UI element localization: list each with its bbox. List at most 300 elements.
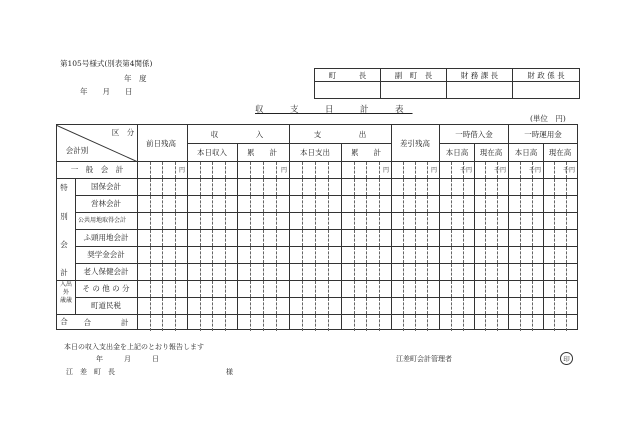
grid-dash [415, 213, 416, 229]
amount-cell-r4-c9[interactable] [543, 229, 577, 246]
grid-dash [554, 264, 555, 280]
form-number: 第105号様式(別表第4関係) [60, 59, 153, 68]
grid-dash [315, 196, 316, 212]
grid-dash [212, 247, 213, 263]
grid-dash [200, 298, 201, 314]
grid-dash [415, 162, 416, 178]
grid-dash [451, 247, 452, 263]
row-label-2: 営林会計 [91, 199, 121, 208]
grid-dash [212, 298, 213, 314]
grid-dash [212, 162, 213, 178]
grid-dash [520, 247, 521, 263]
grid-dash [520, 179, 521, 195]
subheader-invest-today: 本日高 [514, 147, 538, 157]
grid-dash [403, 264, 404, 280]
total-row-top [57, 314, 577, 315]
grid-dash [566, 213, 567, 229]
grid-dash [497, 281, 498, 297]
grid-dash [415, 315, 416, 331]
grid-dash [427, 230, 428, 246]
grid-dash [162, 213, 163, 229]
grid-dash [150, 213, 151, 229]
amount-cell-r8-c6[interactable] [440, 297, 474, 314]
grid-dash [366, 196, 367, 212]
amount-cell-r6-c7[interactable] [474, 263, 508, 280]
grid-dash [415, 298, 416, 314]
amount-cell-r6-c8[interactable] [509, 263, 543, 280]
grid-dash [485, 179, 486, 195]
grid-dash [225, 315, 226, 331]
grid-dash [354, 247, 355, 263]
grid-dash [302, 213, 303, 229]
approval-mayor: 町 長 [328, 70, 367, 80]
grid-dash [175, 281, 176, 297]
amount-cell-r8-c8[interactable] [509, 297, 543, 314]
grid-dash [520, 281, 521, 297]
grid-dash [532, 264, 533, 280]
grid-dash [212, 264, 213, 280]
grid-dash [200, 247, 201, 263]
grid-dash [225, 281, 226, 297]
approval-finance-chief: 財 政 係 長 [527, 70, 565, 80]
grid-dash [379, 315, 380, 331]
special-label-3: 会 [60, 239, 68, 249]
grid-dash [302, 162, 303, 178]
grid-dash [200, 196, 201, 212]
grid-dash [532, 213, 533, 229]
grid-dash [532, 179, 533, 195]
approval-stamp-finance-chief[interactable] [513, 82, 579, 98]
header-expense: 支 出 [313, 129, 367, 139]
grid-dash [485, 264, 486, 280]
grid-dash [225, 230, 226, 246]
outside-label-2: 外 [62, 288, 69, 296]
grid-dash [366, 179, 367, 195]
grid-dash [263, 264, 264, 280]
amount-cell-r2-c6[interactable] [440, 195, 474, 212]
corner-header-top: 区 分 [111, 127, 135, 137]
grid-dash [451, 230, 452, 246]
grid-dash [463, 315, 464, 331]
approval-deputy-mayor: 副 町 長 [394, 70, 433, 80]
approval-stamp-deputy[interactable] [381, 82, 446, 98]
grid-dash [175, 213, 176, 229]
grid-dash [463, 196, 464, 212]
grid-dash [379, 213, 380, 229]
grid-dash [554, 298, 555, 314]
grid-dash [162, 196, 163, 212]
approval-stamp-mayor[interactable] [315, 82, 380, 98]
grid-dash [175, 230, 176, 246]
grid-dash [225, 264, 226, 280]
grid-dash [276, 298, 277, 314]
approval-stamp-finance-director[interactable] [447, 82, 512, 98]
grid-dash [225, 298, 226, 314]
grid-dash [302, 315, 303, 331]
grid-dash [520, 162, 521, 178]
grid-dash [250, 196, 251, 212]
grid-dash [162, 179, 163, 195]
amount-cell-r9-c8[interactable] [509, 314, 543, 331]
page-title: 収 支 日 計 表 [255, 105, 413, 115]
grid-dash [415, 264, 416, 280]
grid-dash [415, 179, 416, 195]
unit-label: (単位 円) [530, 114, 566, 123]
unit-marker-3: 円 [431, 167, 438, 174]
group-divider-outside [75, 280, 76, 314]
amount-cell-r7-c9[interactable] [543, 280, 577, 297]
grid-dash [250, 230, 251, 246]
grid-dash [354, 196, 355, 212]
outside-label-1: 入出 [59, 280, 72, 288]
grid-dash [497, 213, 498, 229]
grid-dash [354, 213, 355, 229]
grid-dash [427, 162, 428, 178]
amount-cell-r5-c6[interactable] [440, 246, 474, 263]
grid-dash [554, 179, 555, 195]
grid-dash [532, 196, 533, 212]
grid-dash [566, 179, 567, 195]
amount-cell-r3-c8[interactable] [509, 212, 543, 229]
grid-dash [427, 213, 428, 229]
grid-dash [427, 247, 428, 263]
grid-dash [212, 230, 213, 246]
grid-dash [263, 213, 264, 229]
grid-dash [175, 315, 176, 331]
unit-marker-7: 千円 [563, 167, 576, 174]
grid-dash [451, 281, 452, 297]
unit-marker-2: 円 [383, 167, 390, 174]
grid-dash [250, 247, 251, 263]
grid-dash [162, 315, 163, 331]
grid-dash [225, 179, 226, 195]
fiscal-year-label: 年 度 [124, 74, 147, 83]
grid-dash [463, 281, 464, 297]
grid-dash [485, 162, 486, 178]
grid-dash [463, 179, 464, 195]
grid-dash [497, 247, 498, 263]
report-text: 本日の収入支出金を上記のとおり報告します [64, 343, 204, 351]
accounting-manager-label: 江差町会計管理者 [396, 355, 452, 363]
grid-dash [200, 213, 201, 229]
grid-dash [451, 162, 452, 178]
amount-cell-r1-c7[interactable] [474, 178, 508, 195]
grid-dash [315, 298, 316, 314]
unit-marker-0: 円 [179, 167, 186, 174]
grid-dash [427, 264, 428, 280]
grid-dash [354, 179, 355, 195]
grid-dash [451, 179, 452, 195]
grid-dash [162, 162, 163, 178]
grid-dash [403, 230, 404, 246]
grid-dash [150, 196, 151, 212]
grid-dash [263, 179, 264, 195]
amount-cell-r1-c6[interactable] [440, 178, 474, 195]
grid-dash [520, 315, 521, 331]
grid-dash [250, 264, 251, 280]
grid-dash [150, 298, 151, 314]
grid-dash [212, 281, 213, 297]
amount-cell-r7-c8[interactable] [509, 280, 543, 297]
grid-dash [451, 213, 452, 229]
grid-dash [212, 213, 213, 229]
grid-dash [520, 230, 521, 246]
grid-dash [520, 298, 521, 314]
grid-dash [354, 281, 355, 297]
grid-dash [276, 162, 277, 178]
amount-cell-r2-c7[interactable] [474, 195, 508, 212]
grid-dash [175, 247, 176, 263]
grid-dash [302, 281, 303, 297]
grid-dash [263, 298, 264, 314]
header-diff-balance: 差引残高 [400, 138, 430, 148]
grid-dash [403, 196, 404, 212]
grid-dash [403, 281, 404, 297]
grid-dash [315, 213, 316, 229]
amount-cell-r6-c6[interactable] [440, 263, 474, 280]
grid-dash [354, 315, 355, 331]
grid-dash [415, 247, 416, 263]
row-label-6: 老人保健会計 [83, 267, 129, 276]
grid-dash [366, 315, 367, 331]
grid-dash [566, 230, 567, 246]
grid-dash [497, 196, 498, 212]
grid-dash [276, 264, 277, 280]
amount-cell-r4-c8[interactable] [509, 229, 543, 246]
grid-dash [315, 264, 316, 280]
grid-dash [415, 196, 416, 212]
grid-dash [315, 179, 316, 195]
grid-dash [379, 179, 380, 195]
grid-dash [520, 213, 521, 229]
grid-dash [532, 281, 533, 297]
grid-dash [379, 230, 380, 246]
grid-dash [497, 264, 498, 280]
grid-dash [175, 264, 176, 280]
grid-dash [276, 213, 277, 229]
grid-dash [328, 247, 329, 263]
approval-box [314, 68, 580, 99]
amount-cell-r3-c7[interactable] [474, 212, 508, 229]
group-divider-special [75, 178, 76, 280]
amount-cell-r3-c6[interactable] [440, 212, 474, 229]
grid-dash [276, 315, 277, 331]
grid-dash [162, 298, 163, 314]
grid-dash [328, 196, 329, 212]
grid-dash [463, 264, 464, 280]
daily-cash-table [56, 124, 578, 330]
grid-dash [566, 315, 567, 331]
amount-cell-r9-c6[interactable] [440, 314, 474, 331]
amount-cell-r8-c9[interactable] [543, 297, 577, 314]
grid-dash [200, 281, 201, 297]
grid-dash [366, 264, 367, 280]
grid-dash [150, 162, 151, 178]
grid-dash [427, 298, 428, 314]
grid-dash [354, 264, 355, 280]
grid-dash [175, 298, 176, 314]
row-label-7: そ の 他 の 分 [82, 284, 130, 293]
unit-marker-6: 千円 [529, 167, 542, 174]
grid-dash [150, 281, 151, 297]
row-label-1: 国保会計 [91, 182, 121, 191]
grid-dash [225, 247, 226, 263]
seal-mark: 印 [560, 352, 573, 365]
grid-dash [200, 230, 201, 246]
amount-cell-r9-c9[interactable] [543, 314, 577, 331]
grid-dash [497, 315, 498, 331]
subheader-borrow-current: 現在高 [479, 147, 503, 157]
grid-dash [276, 179, 277, 195]
grid-dash [451, 196, 452, 212]
grid-dash [263, 196, 264, 212]
amount-cell-r9-c7[interactable] [474, 314, 508, 331]
header-sub-line-2 [440, 143, 577, 144]
total-label-left: 合 [60, 316, 68, 326]
grid-dash [150, 315, 151, 331]
grid-dash [485, 196, 486, 212]
row-label-9: 合 計 [83, 318, 129, 327]
grid-dash [328, 264, 329, 280]
subheader-today-income: 本日収入 [197, 147, 227, 157]
grid-dash [532, 298, 533, 314]
grid-dash [366, 298, 367, 314]
grid-dash [485, 247, 486, 263]
header-income: 収 入 [210, 129, 264, 139]
header-sub-line-1 [187, 143, 391, 144]
grid-dash [403, 213, 404, 229]
amount-cell-r4-c6[interactable] [440, 229, 474, 246]
grid-dash [566, 281, 567, 297]
report-date: 年 月 日 [96, 355, 159, 363]
grid-dash [328, 230, 329, 246]
grid-dash [328, 281, 329, 297]
special-label-1: 特 [60, 182, 68, 192]
grid-dash [263, 247, 264, 263]
grid-dash [263, 315, 264, 331]
grid-dash [566, 247, 567, 263]
grid-dash [328, 213, 329, 229]
grid-dash [150, 230, 151, 246]
grid-dash [485, 213, 486, 229]
grid-dash [162, 247, 163, 263]
grid-dash [162, 230, 163, 246]
grid-dash [315, 315, 316, 331]
amount-cell-r6-c9[interactable] [543, 263, 577, 280]
grid-dash [485, 230, 486, 246]
grid-dash [150, 179, 151, 195]
grid-dash [366, 162, 367, 178]
grid-dash [150, 247, 151, 263]
amount-cell-r7-c6[interactable] [440, 280, 474, 297]
grid-dash [403, 247, 404, 263]
addressee-honorific: 様 [226, 368, 233, 376]
grid-dash [162, 281, 163, 297]
grid-dash [520, 196, 521, 212]
grid-dash [212, 179, 213, 195]
header-temp-borrowing: 一時借入金 [455, 129, 493, 139]
grid-dash [451, 264, 452, 280]
row-label-5: 奨学金会計 [87, 250, 125, 259]
grid-dash [403, 162, 404, 178]
grid-dash [463, 213, 464, 229]
grid-dash [276, 247, 277, 263]
grid-dash [497, 298, 498, 314]
row-label-4: ふ頭用地会計 [83, 233, 129, 242]
grid-dash [463, 298, 464, 314]
amount-cell-r5-c8[interactable] [509, 246, 543, 263]
grid-dash [554, 162, 555, 178]
grid-dash [485, 298, 486, 314]
grid-dash [328, 179, 329, 195]
grid-dash [175, 162, 176, 178]
amount-cell-r5-c7[interactable] [474, 246, 508, 263]
grid-dash [225, 196, 226, 212]
subheader-today-expense: 本日支出 [300, 147, 330, 157]
grid-dash [315, 281, 316, 297]
grid-dash [212, 196, 213, 212]
amount-cell-r4-c7[interactable] [474, 229, 508, 246]
grid-dash [463, 247, 464, 263]
grid-dash [212, 315, 213, 331]
grid-dash [276, 230, 277, 246]
grid-dash [427, 196, 428, 212]
grid-dash [403, 298, 404, 314]
grid-dash [250, 213, 251, 229]
amount-cell-r8-c7[interactable] [474, 297, 508, 314]
grid-dash [415, 281, 416, 297]
grid-dash [162, 264, 163, 280]
grid-dash [427, 315, 428, 331]
grid-dash [225, 162, 226, 178]
grid-dash [263, 230, 264, 246]
date-label: 年 月 日 [80, 87, 133, 96]
grid-dash [451, 315, 452, 331]
grid-dash [250, 162, 251, 178]
grid-dash [379, 196, 380, 212]
amount-cell-r2-c9[interactable] [543, 195, 577, 212]
amount-cell-r7-c7[interactable] [474, 280, 508, 297]
unit-marker-4: 千円 [460, 167, 473, 174]
grid-dash [263, 162, 264, 178]
row-label-0: 一 般 会 計 [70, 165, 124, 174]
grid-dash [554, 281, 555, 297]
grid-dash [554, 315, 555, 331]
amount-cell-r1-c9[interactable] [543, 178, 577, 195]
unit-marker-5: 千円 [494, 167, 507, 174]
grid-dash [354, 298, 355, 314]
grid-dash [302, 230, 303, 246]
grid-dash [315, 247, 316, 263]
amount-cell-r5-c9[interactable] [543, 246, 577, 263]
grid-dash [328, 162, 329, 178]
unit-marker-1: 円 [281, 167, 288, 174]
corner-header-bottom: 会計別 [65, 145, 89, 155]
outside-label-3: 歳歳 [59, 296, 72, 304]
row-label-3: 公共用地取得会計 [78, 217, 127, 224]
special-group-top [57, 178, 577, 179]
grid-dash [463, 230, 464, 246]
grid-dash [250, 315, 251, 331]
subheader-expense-cumulative: 累 計 [351, 147, 381, 157]
grid-dash [200, 315, 201, 331]
amount-cell-r1-c8[interactable] [509, 178, 543, 195]
grid-dash [379, 281, 380, 297]
amount-cell-r2-c8[interactable] [509, 195, 543, 212]
grid-dash [354, 162, 355, 178]
amount-cell-r3-c9[interactable] [543, 212, 577, 229]
grid-dash [554, 230, 555, 246]
